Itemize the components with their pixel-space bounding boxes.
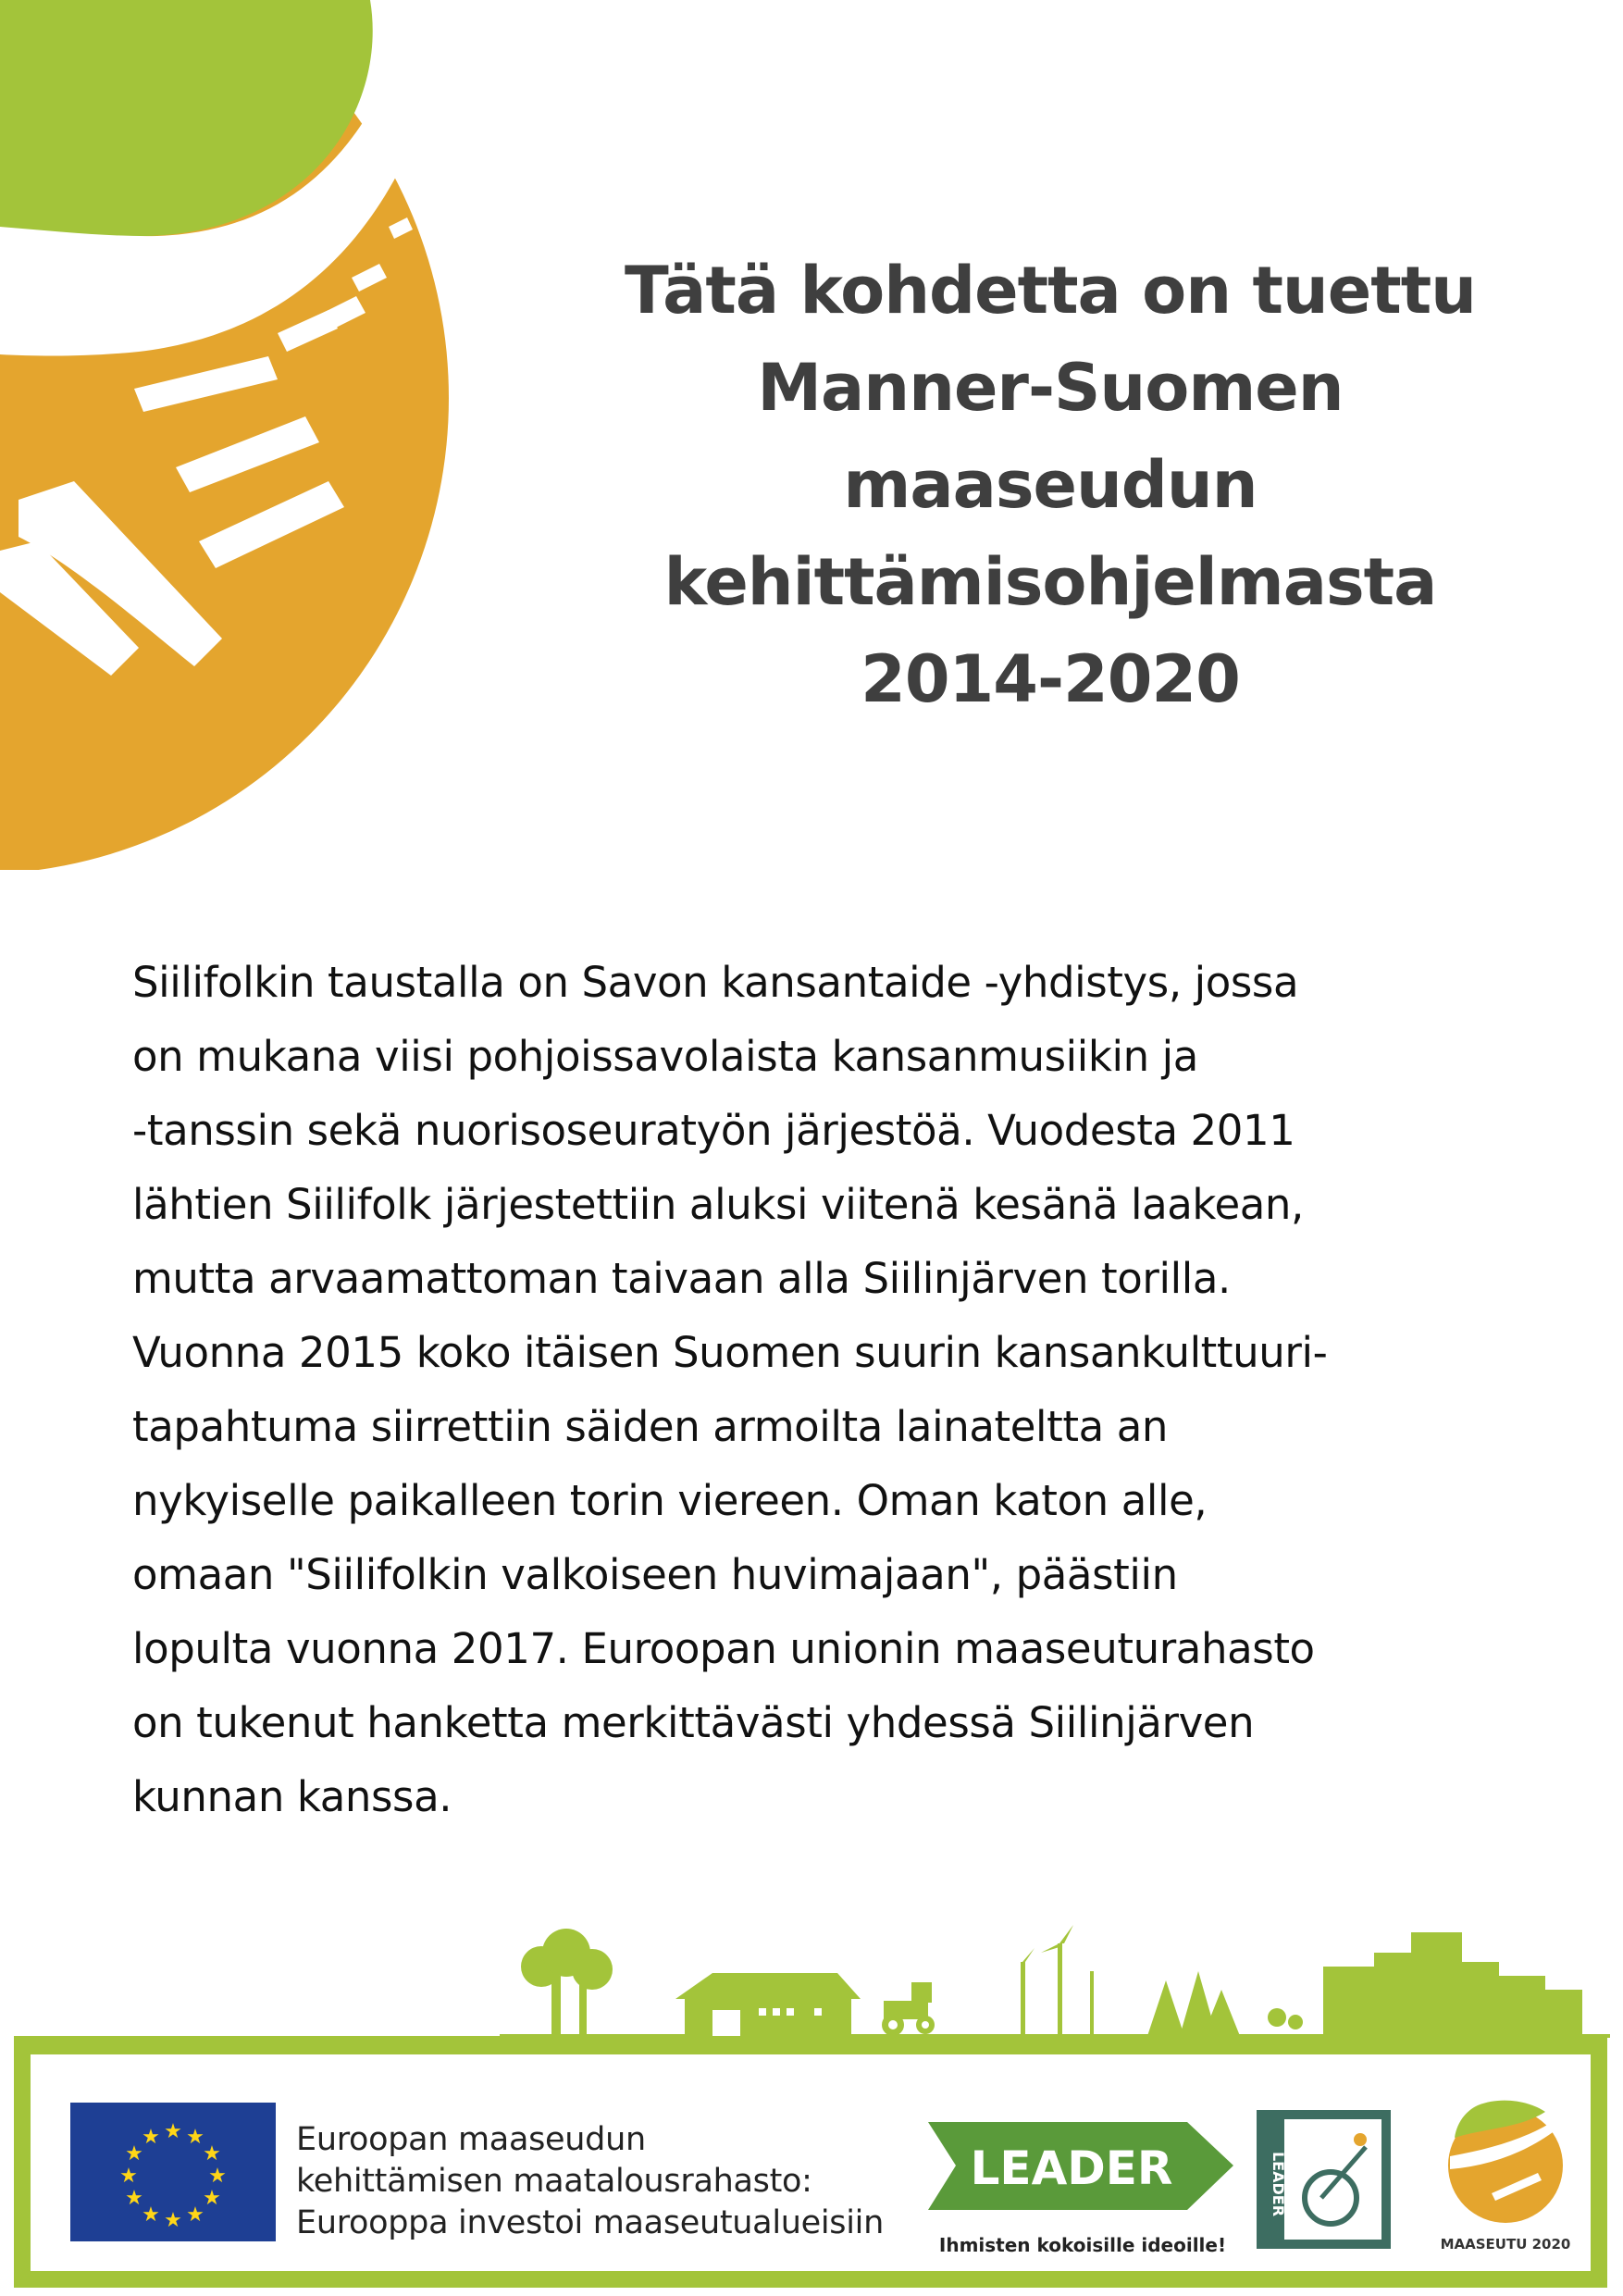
- svg-text:★: ★: [164, 2209, 182, 2232]
- title-line-4: kehittämisohjelmasta: [663, 544, 1437, 620]
- leader-square-logo: [1257, 2110, 1391, 2249]
- eu-text-line-1: Euroopan maaseudun: [296, 2121, 646, 2158]
- svg-text:★: ★: [203, 2142, 221, 2166]
- body-line-11: on tukenut hanketta merkittävästi yhdessä Siilinjärven: [132, 1698, 1255, 1747]
- title-line-5: 2014-2020: [861, 641, 1240, 717]
- svg-text:★: ★: [186, 2203, 204, 2227]
- body-line-5: mutta arvaamattoman taivaan alla Siilinjärven torilla.: [132, 1254, 1231, 1303]
- maaseutu-2020-logo: [1436, 2091, 1575, 2230]
- title-line-1: Tätä kohdetta on tuettu: [625, 253, 1476, 329]
- leader-vertical-text: LEADER: [1270, 2151, 1287, 2217]
- body-line-4: lähtien Siilifolk järjestettiin aluksi viitenä kesänä laakean,: [132, 1180, 1304, 1229]
- title-line-2: Manner-Suomen: [757, 350, 1344, 426]
- body-line-12: kunnan kanssa.: [132, 1772, 452, 1821]
- eu-text-line-2: kehittämisen maatalousrahasto:: [296, 2163, 812, 2200]
- eu-fund-text: [296, 2119, 884, 2244]
- svg-text:★: ★: [203, 2187, 221, 2210]
- svg-text:★: ★: [142, 2126, 160, 2149]
- body-line-6: Vuonna 2015 koko itäisen Suomen suurin kansankulttuuri-: [132, 1328, 1328, 1377]
- svg-text:★: ★: [119, 2165, 138, 2188]
- leader-logo-text: LEADER: [970, 2141, 1173, 2195]
- eu-text-line-3: Eurooppa investoi maaseutualueisiin: [296, 2204, 884, 2241]
- svg-text:★: ★: [125, 2142, 143, 2166]
- leader-tagline: Ihmisten kokoisille ideoille!: [938, 2234, 1227, 2256]
- body-line-2: on mukana viisi pohjoissavolaista kansanmusiikin ja: [132, 1032, 1198, 1081]
- sun-wave-graphic: [0, 0, 518, 870]
- body-line-7: tapahtuma siirrettiin säiden armoilta lainateltta an: [132, 1402, 1168, 1451]
- body-line-9: omaan "Siilifolkin valkoiseen huvimajaan", päästiin: [132, 1550, 1178, 1599]
- rural-skyline-illustration: [0, 1925, 1623, 2054]
- title-line-3: maaseudun: [843, 447, 1258, 523]
- svg-text:★: ★: [142, 2203, 160, 2227]
- svg-text:★: ★: [208, 2165, 227, 2188]
- eu-flag-icon: [70, 2103, 276, 2241]
- leader-arrow-logo: [928, 2117, 1233, 2219]
- svg-text:★: ★: [186, 2126, 204, 2149]
- maaseutu-label: MAASEUTU 2020: [1440, 2236, 1571, 2253]
- svg-text:★: ★: [164, 2120, 182, 2143]
- body-line-1: Siilifolkin taustalla on Savon kansantaide -yhdistys, jossa: [132, 958, 1299, 1007]
- body-line-3: -tanssin sekä nuorisoseuratyön järjestöä. Vuodesta 2011: [132, 1106, 1295, 1155]
- svg-text:★: ★: [125, 2187, 143, 2210]
- footer-logo-bar: [14, 2036, 1607, 2288]
- body-paragraph: [132, 946, 1502, 1834]
- footer-inner-panel: [31, 2054, 1591, 2271]
- body-line-10: lopulta vuonna 2017. Euroopan unionin maaseuturahasto: [132, 1624, 1315, 1673]
- page-title: [574, 242, 1527, 728]
- body-line-8: nykyiselle paikalleen torin viereen. Oman katon alle,: [132, 1476, 1208, 1525]
